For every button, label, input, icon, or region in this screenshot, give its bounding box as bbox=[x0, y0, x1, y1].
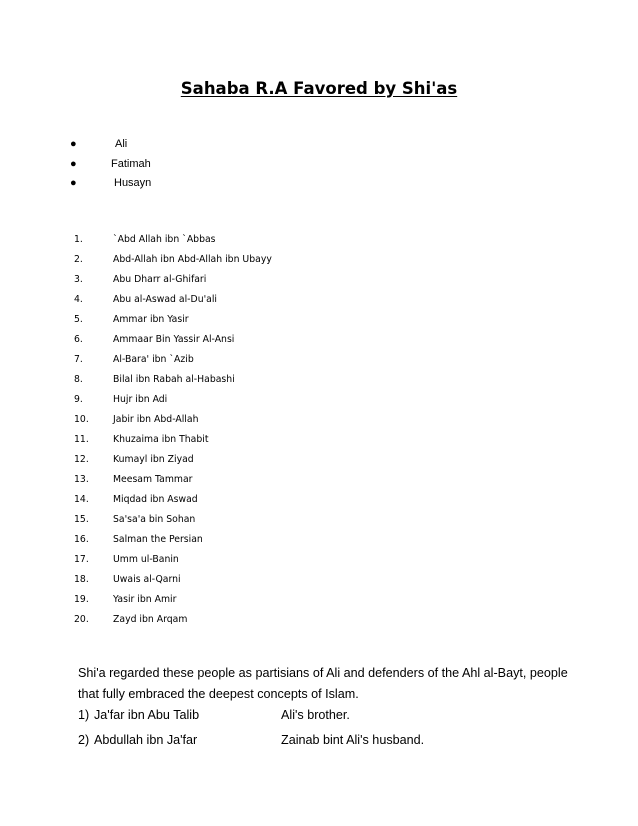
item-name: Uwais al-Qarni bbox=[113, 574, 181, 585]
item-number: 20. bbox=[74, 614, 89, 625]
item-number: 7. bbox=[74, 354, 83, 365]
item-number: 10. bbox=[74, 414, 89, 425]
item-number: 13. bbox=[74, 474, 89, 485]
bullet-dot-icon: ● bbox=[70, 138, 77, 150]
page-title: Sahaba R.A Favored by Shi'as bbox=[180, 79, 458, 98]
item-name: Abu al-Aswad al-Du'ali bbox=[113, 294, 218, 305]
item-number: 6. bbox=[74, 334, 83, 345]
relation-name: Abdullah ibn Ja'far bbox=[94, 733, 198, 747]
item-number: 1. bbox=[74, 234, 83, 245]
item-name: Umm ul-Banin bbox=[113, 554, 179, 565]
item-number: 11. bbox=[74, 434, 89, 445]
item-name: Khuzaima ibn Thabit bbox=[113, 434, 209, 445]
item-name: Yasir ibn Amir bbox=[113, 594, 177, 605]
item-name: Kumayl ibn Ziyad bbox=[113, 454, 194, 465]
item-name: Abd-Allah ibn Abd-Allah ibn Ubayy bbox=[113, 254, 272, 265]
item-name: Jabir ibn Abd-Allah bbox=[113, 414, 199, 425]
item-number: 12. bbox=[74, 454, 89, 465]
item-number: 18. bbox=[74, 574, 89, 585]
bullet-text: Ali bbox=[115, 138, 128, 150]
item-number: 8. bbox=[74, 374, 83, 385]
item-name: Sa'sa'a bin Sohan bbox=[113, 514, 196, 525]
item-number: 15. bbox=[74, 514, 89, 525]
item-name: `Abd Allah ibn `Abbas bbox=[113, 234, 216, 245]
relation-number: 2) bbox=[78, 733, 90, 747]
item-name: Ammar ibn Yasir bbox=[113, 314, 189, 325]
item-number: 14. bbox=[74, 494, 89, 505]
bullet-dot-icon: ● bbox=[70, 157, 77, 170]
item-name: Miqdad ibn Aswad bbox=[113, 494, 198, 505]
item-name: Al-Bara' ibn `Azib bbox=[113, 354, 194, 365]
relation-name: Ja'far ibn Abu Talib bbox=[94, 708, 200, 722]
bullet-dot-icon: ● bbox=[70, 177, 77, 189]
item-name: Zayd ibn Arqam bbox=[113, 614, 188, 625]
item-number: 3. bbox=[74, 274, 83, 285]
item-number: 2. bbox=[74, 254, 83, 265]
item-number: 16. bbox=[74, 534, 89, 545]
item-name: Ammaar Bin Yassir Al-Ansi bbox=[113, 334, 235, 345]
relation-number: 1) bbox=[78, 708, 90, 722]
item-name: Meesam Tammar bbox=[113, 474, 193, 485]
item-name: Salman the Persian bbox=[113, 534, 203, 545]
paragraph: Shi'a regarded these people as partisians of Ali and defenders of the Ahl al-Bayt, people that fully embraced the deepest concepts of Islam. bbox=[78, 666, 568, 701]
item-name: Abu Dharr al-Ghifari bbox=[113, 274, 207, 285]
item-name: Hujr ibn Adi bbox=[113, 394, 168, 405]
item-number: 9. bbox=[74, 394, 83, 405]
item-number: 17. bbox=[74, 554, 89, 565]
relation-desc: Ali's brother. bbox=[281, 708, 350, 722]
item-name: Bilal ibn Rabah al-Habashi bbox=[113, 374, 235, 385]
item-number: 19. bbox=[74, 594, 89, 605]
bullet-text: Husayn bbox=[114, 177, 152, 189]
bullet-text: Fatimah bbox=[111, 157, 151, 170]
item-number: 4. bbox=[74, 294, 83, 305]
relation-desc: Zainab bint Ali's husband. bbox=[281, 733, 425, 747]
item-number: 5. bbox=[74, 314, 83, 325]
